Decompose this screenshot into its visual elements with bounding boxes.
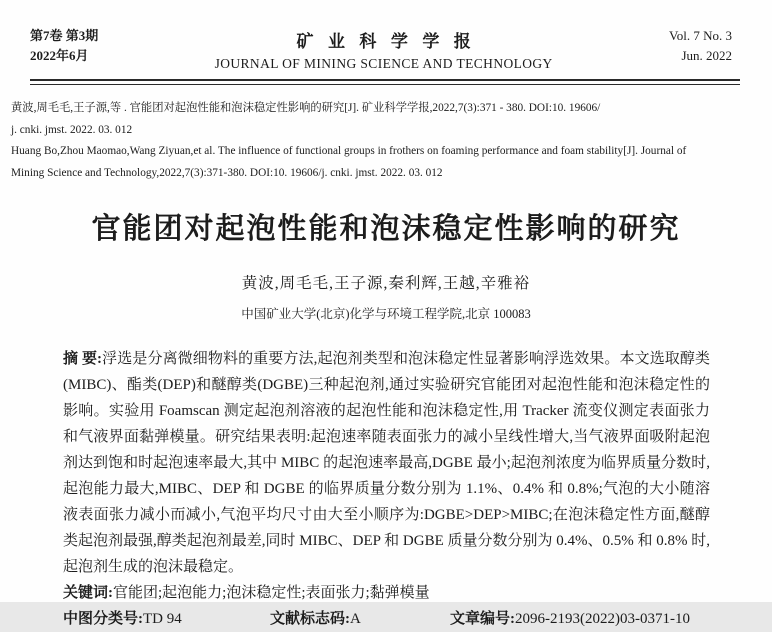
keywords-label: 关键词: xyxy=(63,585,113,601)
front-matter xyxy=(0,346,772,632)
keywords-line xyxy=(63,580,710,606)
abstract-text: 浮选是分离微细物料的重要方法,起泡剂类型和泡沫稳定性显著影响浮选效果。本文选取醇类(MIBC)、酯类(DEP)和醚醇类(DGBE)三种起泡剂,通过实验研究官能团对起泡性能和泡沫稳定性的影响。实验用 Foamscan 测定起泡剂溶液的起泡性能和泡沫稳定性,用 Tracker 流变仪测定表面张力和气液界面黏弹模量。研究结果表明:起泡速率随表面张力的减小呈线性增大,当气液界面吸附起泡剂达到饱和时起泡速率最大,其中 MIBC 的起泡速率最高,DGBE 最小;起泡剂浓度为临界质量分数时,起泡能力最大,MIBC、DEP 和 DGBE 的临界质量分数分别为 1.1%、0.4% 和 0.8%;气泡的大小随溶液表面张力减小而减小,气泡平均尺寸由大至小顺序为:DGBE>DEP>MIBC;在泡沫稳定性方面,醚醇类起泡剂最强,醇类起泡剂最差,同时 MIBC、DEP 和 DGBE 质量分数分别为 0.4%、0.5% 和 0.8% 时,起泡剂生成的泡沫最稳定。 xyxy=(63,351,710,575)
issue-date-cn: 2022年6月 xyxy=(30,48,89,63)
article-title: 官能团对起泡性能和泡沫稳定性影响的研究 xyxy=(91,213,681,245)
clc-number xyxy=(63,606,270,632)
citation-en-line2: Mining Science and Technology,2022,7(3):371-380. DOI:10. 19606/j. cnki. jmst. 2022. 03. 012 xyxy=(11,166,443,179)
document-code-value: A xyxy=(350,611,361,627)
abstract-label: 摘 要: xyxy=(63,351,103,367)
citation-block xyxy=(11,98,772,184)
citation-en-line1: Huang Bo,Zhou Maomao,Wang Ziyuan,et al. The influence of functional groups in frothers on foaming performance and foam stability[J]. Journal of xyxy=(11,145,687,157)
clc-value: TD 94 xyxy=(143,611,182,627)
keywords-text: 官能团;起泡能力;泡沫稳定性;表面张力;黏弹模量 xyxy=(113,585,430,601)
article-id xyxy=(450,606,710,632)
masthead-divider xyxy=(30,79,740,85)
article-id-value: 2096-2193(2022)03-0371-10 xyxy=(515,611,690,627)
classification-row xyxy=(63,606,710,632)
journal-title-en: JOURNAL OF MINING SCIENCE AND TECHNOLOGY xyxy=(214,56,553,71)
masthead-center xyxy=(98,26,669,72)
masthead-left xyxy=(30,26,98,66)
document-code xyxy=(270,606,450,632)
document-code-label: 文献标志码: xyxy=(270,611,350,627)
masthead-right xyxy=(669,26,732,66)
citation-cn-line1: 黄波,周毛毛,王子源,等 . 官能团对起泡性能和泡沫稳定性影响的研究[J]. 矿业科学学报,2022,7(3):371 - 380. DOI:10. 19606/ xyxy=(11,102,601,114)
issue-date-en: Jun. 2022 xyxy=(681,48,732,63)
volume-issue-cn: 第7卷 第3期 xyxy=(30,28,99,43)
citation-cn-line2: j. cnki. jmst. 2022. 03. 012 xyxy=(11,123,133,136)
journal-masthead xyxy=(0,0,772,72)
author-list: 黄波,周毛毛,王子源,秦利辉,王越,辛雅裕 xyxy=(241,275,531,292)
abstract-paragraph xyxy=(63,346,710,580)
volume-issue-en: Vol. 7 No. 3 xyxy=(669,28,732,43)
article-id-label: 文章编号: xyxy=(450,611,515,627)
clc-label: 中图分类号: xyxy=(63,611,143,627)
affiliation: 中国矿业大学(北京)化学与环境工程学院,北京 100083 xyxy=(241,307,531,321)
journal-title-cn: 矿业科学学报 xyxy=(296,32,486,51)
